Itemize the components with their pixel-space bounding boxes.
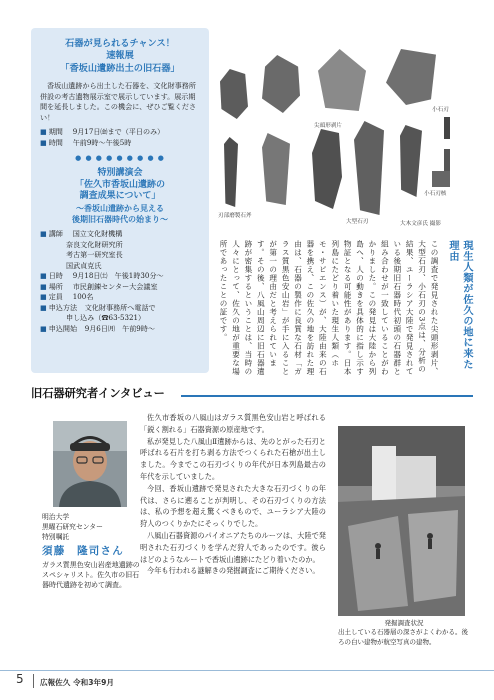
lecture-subtitle-1: ～香坂山遺跡から見える <box>76 204 164 213</box>
square-bullet-icon: ■ <box>40 302 47 312</box>
square-bullet-icon: ■ <box>40 229 47 238</box>
lecture-info-label <box>42 261 66 272</box>
large-blade-caption: 大型石刃 <box>346 219 369 225</box>
lecture-info-value: 9月18日㈯ 午後1時30分～ <box>72 271 164 280</box>
lecture-info-row <box>40 313 200 324</box>
notice-body: 香坂山遺跡から出土した石器を、文化財事務所併設の考古遺物展示室で展示しています。展示期間を延長しました。この機会に、ぜひご覧ください！ <box>40 81 197 122</box>
lecture-info <box>40 229 200 334</box>
article-heading: 現生人類が佐久の地に来た理由 <box>447 240 472 370</box>
researcher-portrait <box>53 421 127 507</box>
lecture-info-value: 9月6日㈪ 午前9時～ <box>84 323 155 333</box>
event-notice-panel <box>31 28 209 373</box>
lecture-info-value: 申し込み（☎63-5321） <box>66 313 146 322</box>
axe-caption: 刃部磨製石斧 <box>218 213 252 219</box>
affiliation-line-1: 明治大学 <box>42 513 70 521</box>
interview-paragraph: 今回、香坂山遺跡で発見された大きな石刃づくりの年代は、さらに遡ることが判明し、その石刃づくりの方法は、私の予想を超え驚くべきもので、ユーラシア大陸の狩人のつくりかたにそっくりでした。 <box>140 483 326 529</box>
lecture-title-2: 調査成果について」 <box>79 191 161 202</box>
stone-tool-image <box>444 117 450 139</box>
interview-body <box>140 412 326 648</box>
lecture-info-value: 国立文化財機構 <box>72 229 123 238</box>
lecture-info-label: 定員 <box>48 292 63 301</box>
interview-section-header <box>31 383 473 405</box>
researcher-profile <box>42 512 142 591</box>
stone-tool-image <box>432 171 450 187</box>
section-divider <box>181 395 473 397</box>
notice-subheading-1: 速報展 <box>106 50 134 62</box>
article <box>214 240 473 377</box>
dotted-divider: ● ● ● ● ● ● ● ● ● <box>75 154 165 163</box>
stone-tool-image <box>386 49 436 105</box>
affiliation-line-2: 黒曜石研究センター <box>42 523 103 531</box>
lecture-info-value: 国武貞克氏 <box>66 260 102 270</box>
stone-tool-image <box>312 129 342 209</box>
square-bullet-icon: ■ <box>40 127 47 137</box>
hours-label: 時間 <box>48 137 63 147</box>
lecture-title-1: 「佐久市香坂山遺跡の <box>74 179 165 190</box>
researcher-bio: ガラス質黒色安山岩産地遺跡のスペシャリスト。佐久市の旧石器時代遺跡を初めて調査。 <box>42 561 140 590</box>
excavation-caption-body: 出土している石器層の深さがよくわかる。後ろの白い建物が航空写真の建物。 <box>338 628 468 646</box>
page-number: 5 <box>16 672 24 686</box>
lecture-info-row <box>40 303 200 314</box>
lecture-info-row <box>40 261 200 272</box>
lecture-info-row <box>40 324 200 335</box>
excavation-photo <box>338 426 465 616</box>
stone-tool-image <box>318 49 366 111</box>
square-bullet-icon: ■ <box>40 292 47 301</box>
interview-paragraph: 八風山石器資源のパイオニアたちのルーツは、大陸で発明された石刃づくりを学んだ狩人であったのです。彼らはどのようなルートで香坂山遺跡にたどり着いたのか。 <box>140 530 326 564</box>
hours-value: 午前9時～午後5時 <box>72 137 132 147</box>
lecture-info-label: 申込開始 <box>48 323 78 333</box>
portrait-image <box>53 421 127 507</box>
period-label: 期間 <box>48 127 63 137</box>
lecture-info-label <box>42 240 66 251</box>
small-blade-caption: 小石刃 <box>432 107 449 113</box>
period-value: 9月17日㈮まで（平日のみ） <box>72 127 165 137</box>
article-body: この調査で発見された尖頭形剥片、大型石刃、小石刃の3点は、分析の結果、ユーラシア大陸で発見されている後期旧石器時代初頭の石器群と組み合わせが一致していることがわかりました。この発見は大陸から列島へ、人の動きを具体的に指し示す物証となる可能性があります。日本列島にたどり着いた現生人類（ホモ・サピエンス）が、大陸由来の石器を携え、この佐久の地を訪れた理由は、石器の製作に良質な石材「ガラス質黒色安山岩」が手に入ることが第一の理由だと考えられています。その後、八風山周辺に旧石器遺跡が密集するということは、当時の人々にとって、佐久の地が重要な場所であったことの証です。 <box>219 240 439 376</box>
lecture-info-label: 申込方法 <box>48 302 78 312</box>
lecture-info-row <box>40 282 200 293</box>
interview-paragraph: 今年も行われる謎解きの発掘調査にご期待ください。 <box>147 566 320 576</box>
notice-heading <box>40 38 200 75</box>
lecture-info-label: 日時 <box>48 271 63 280</box>
interview-paragraph: 佐久市香坂の八風山はガラス質黒色安山岩と呼ばれる「鋭く割れる」石器資源の原産地です。 <box>140 413 326 434</box>
notice-heading-text: 石器が見られるチャンス！ <box>65 38 175 49</box>
square-bullet-icon: ■ <box>40 271 47 280</box>
stone-tool-image <box>444 149 450 171</box>
point-flake-caption: 尖頭形剥片 <box>314 123 342 129</box>
lecture-info-value: 考古第一研究室長 <box>66 250 123 259</box>
footer-separator <box>33 674 34 688</box>
lecture-info-row <box>40 292 200 303</box>
lecture-info-value: 奈良文化財研究所 <box>66 239 123 249</box>
stone-tool-image <box>220 69 248 119</box>
stone-tool-image <box>400 125 422 197</box>
photo-credit: 大木文彦氏 撮影 <box>400 221 441 227</box>
lecture-info-value: 100名 <box>72 292 94 301</box>
excavation-image <box>338 426 465 616</box>
notice-hours-row <box>40 138 200 149</box>
stone-tool-image <box>262 133 290 205</box>
lecture-info-value: 市民創錬センター大会議室 <box>72 281 158 291</box>
square-bullet-icon: ■ <box>40 323 47 333</box>
excavation-caption-title: 発掘調査状況 <box>384 619 424 627</box>
lecture-info-row <box>40 229 200 240</box>
lecture-info-label: 場所 <box>48 281 63 291</box>
square-bullet-icon: ■ <box>40 137 47 147</box>
excavation-caption <box>338 619 470 647</box>
lecture-info-label <box>42 313 66 324</box>
lecture-subtitle-2: 後期旧石器時代の始まり～ <box>72 215 168 224</box>
stone-tool-image <box>354 121 384 215</box>
notice-subheading-2: 「香坂山遺跡出土の旧石器」 <box>60 62 180 74</box>
interview-paragraph: 私が発見した八風山Ⅱ遺跡からは、先のとがった石刃と呼ばれる石片を打ち剥る方法でつくられた石槍が出土しました。今までこの石刃づくりの年代が日本列島最古の年代を示していました。 <box>140 436 326 481</box>
stone-tools-photo <box>214 29 464 231</box>
lecture-info-label: 講師 <box>48 229 63 238</box>
square-bullet-icon: ■ <box>40 281 47 291</box>
lecture-info-row <box>40 240 200 251</box>
lecture-info-label <box>42 250 66 261</box>
lecture-heading <box>40 168 200 225</box>
footer-rule <box>0 670 494 671</box>
small-core-caption: 小石刃核 <box>424 191 447 197</box>
lecture-info-value: 文化財事務所へ電話で <box>84 302 156 312</box>
interview-title: 旧石器研究者インタビュー <box>31 387 165 400</box>
affiliation-line-3: 特別嘱託 <box>42 533 70 541</box>
lecture-info-row <box>40 250 200 261</box>
notice-period-row <box>40 127 200 138</box>
lecture-heading-text: 特別講演会 <box>97 168 143 179</box>
notice-info <box>40 127 200 148</box>
footer-title: 広報佐久 令和3年9月 <box>40 678 114 687</box>
lecture-info-row <box>40 271 200 282</box>
researcher-name: 須藤 隆司さん <box>42 545 124 557</box>
stone-tool-image <box>224 137 238 207</box>
stone-tool-image <box>262 55 300 113</box>
